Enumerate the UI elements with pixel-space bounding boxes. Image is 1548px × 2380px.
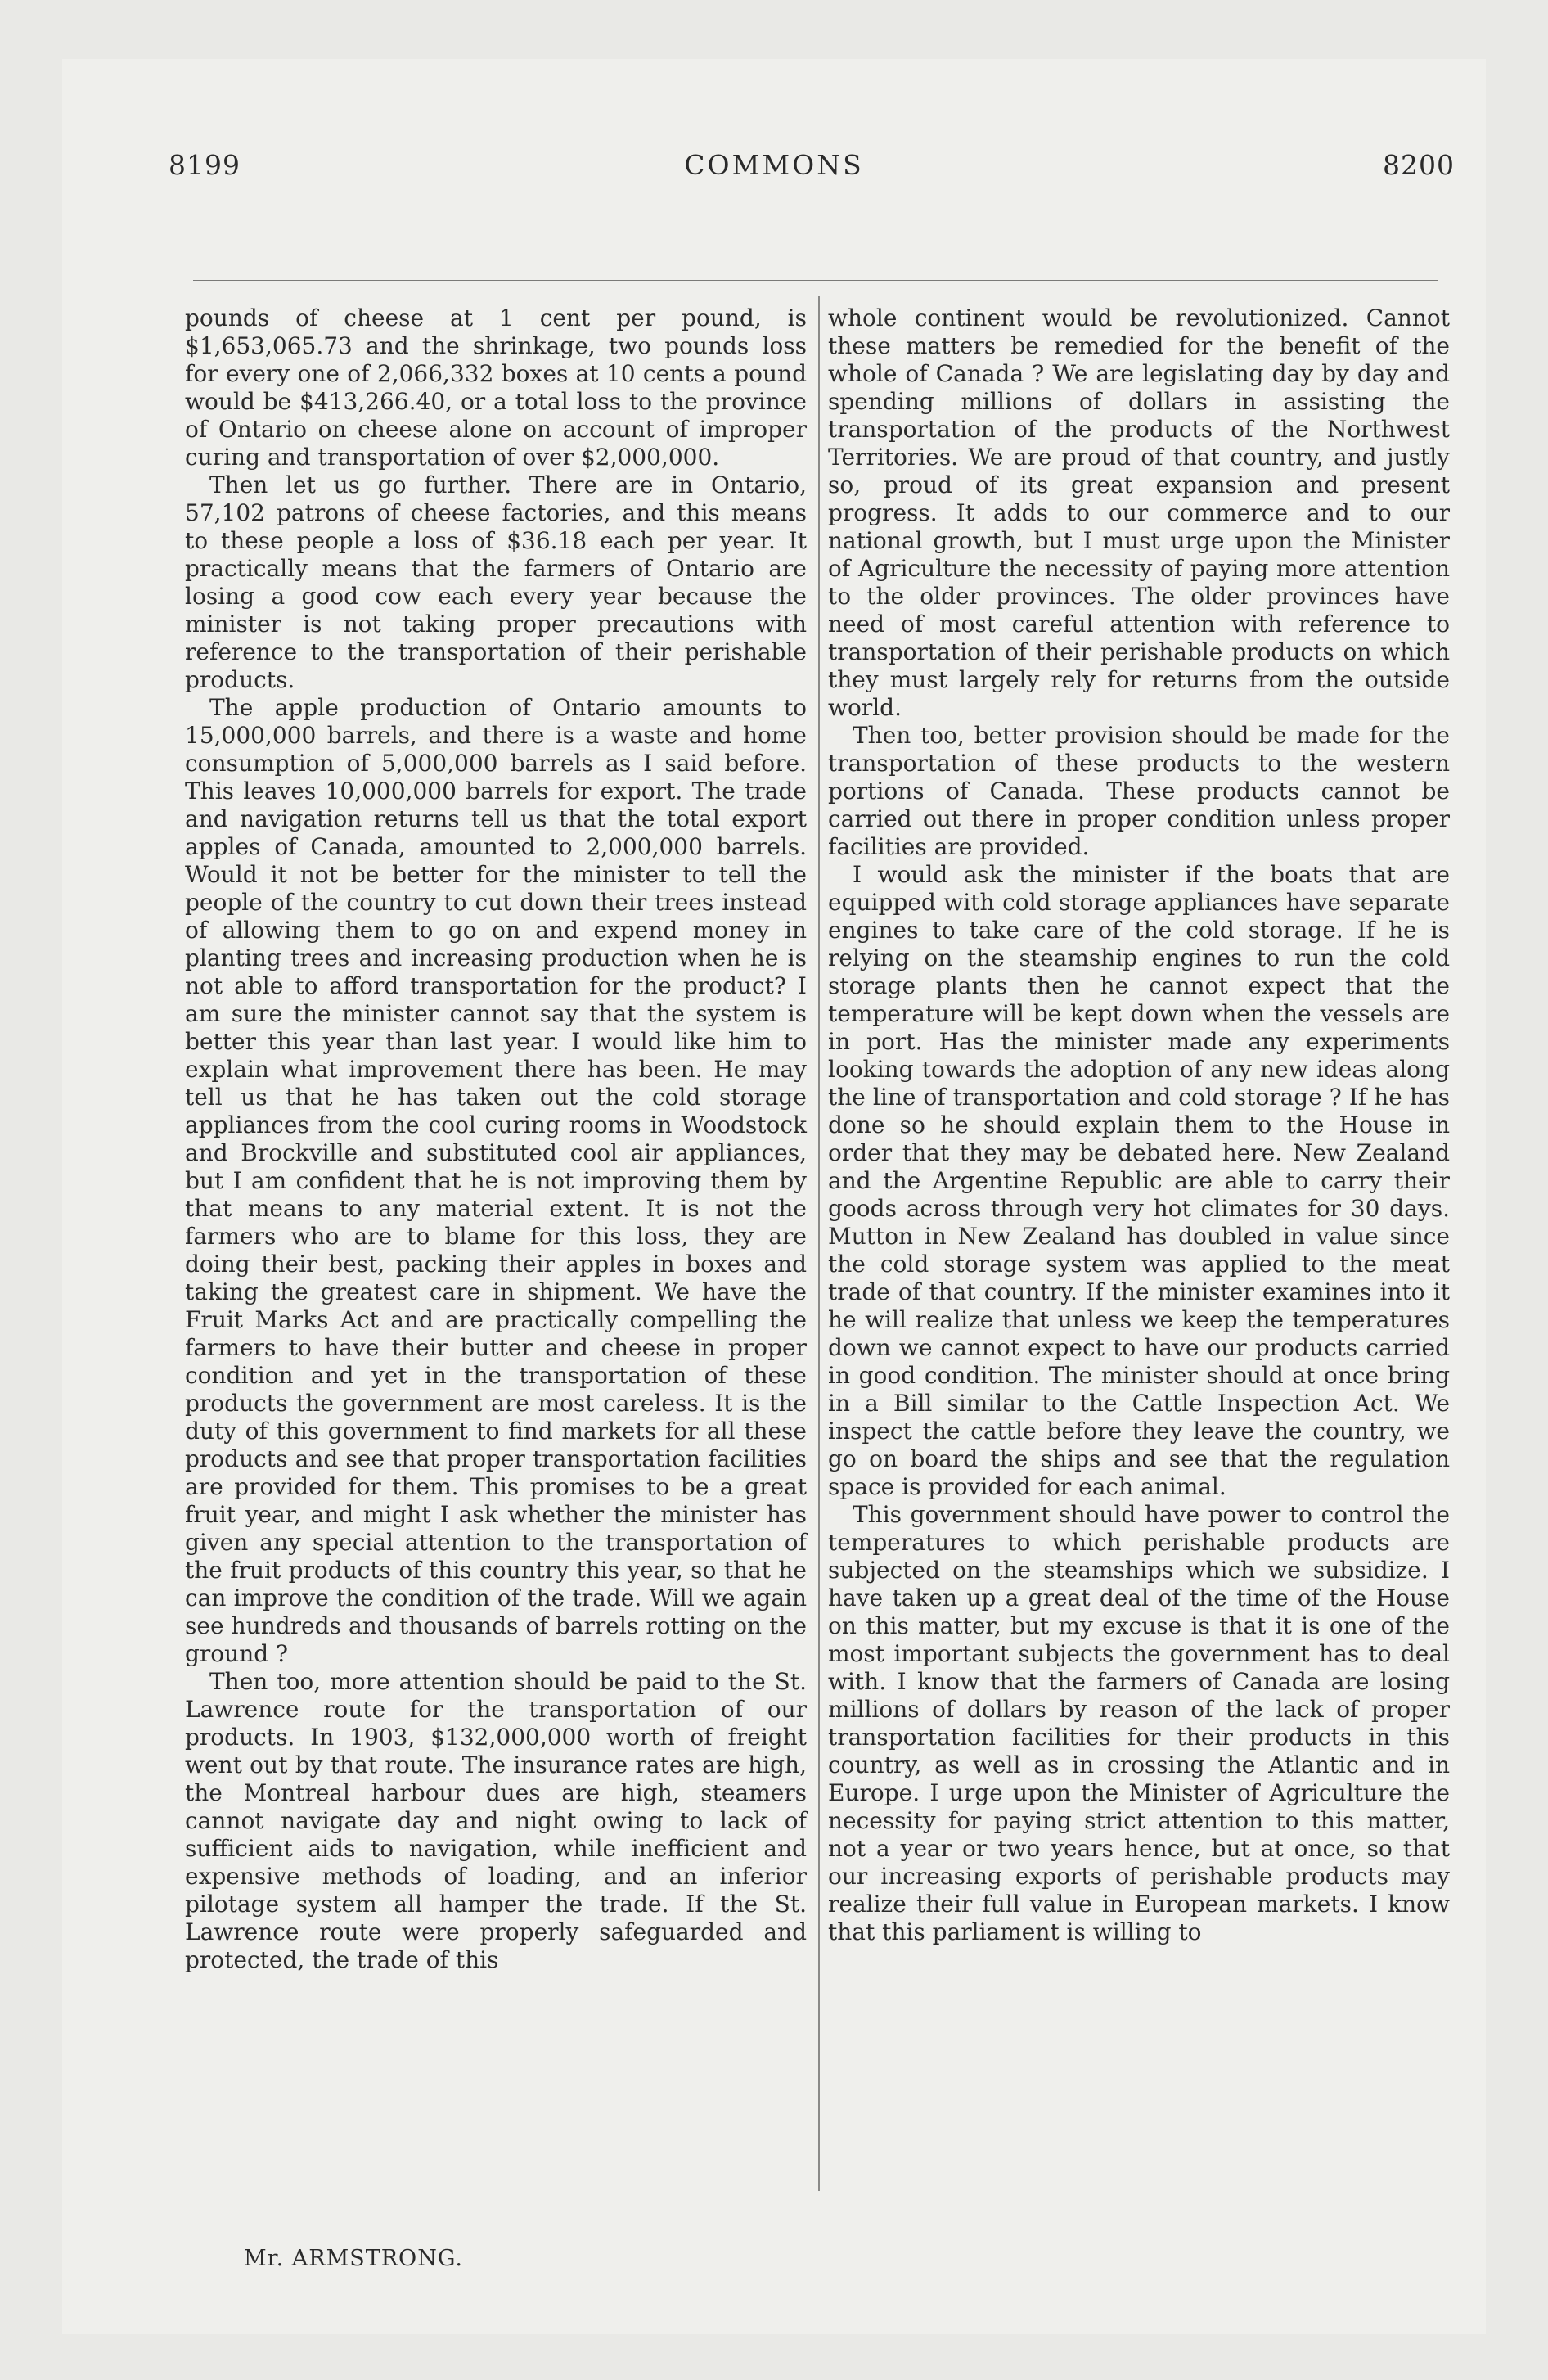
paragraph: pounds of cheese at 1 cent per pound, is $1,653,065.73 and the shrinkage, two pounds loss for every one of 2,066,332 boxes at 10 cents a pound would be $413,266.40, or a total loss to the province of Ontario on cheese alone on account of improper curing and transportation of over $2,000,000.: [185, 304, 807, 471]
paragraph: Then let us go further. There are in Ontario, 57,102 patrons of cheese factories, and this means to these people a loss of $36.18 each per year. It practically means that the farmers of Ontario are losing a good cow each every year because the minister is not taking proper precautions with reference to the transportation of their perishable products.: [185, 471, 807, 693]
speaker-signature: Mr. ARMSTRONG.: [244, 2246, 464, 2271]
page-number-left: 8199: [169, 149, 241, 181]
header-rule: [193, 280, 1438, 282]
document-page: [62, 59, 1486, 2334]
paragraph: Then too, more attention should be paid to the St. Lawrence route for the transportation of our products. In 1903, $132,000,000 worth of freight went out by that route. The insurance rates are high, the Montreal harbour dues are high, steamers cannot navigate day and night owing to lack of sufficient aids to navigation, while inefficient and expensive methods of loading, and an inferior pilotage system all hamper the trade. If the St. Lawrence route were properly safeguarded and protected, the trade of this: [185, 1668, 807, 1973]
right-column: [828, 304, 1450, 1946]
paragraph: Then too, better provision should be made for the transportation of these products to the western portions of Canada. These products cannot be carried out there in proper condition unless proper facilities are provided.: [828, 722, 1450, 860]
left-column: [185, 304, 807, 1974]
paragraph: whole continent would be revolutionized. Cannot these matters be remedied for the benefit of the whole of Canada ? We are legislating day by day and spending millions of dollars in assisting the transportation of the products of the Northwest Territories. We are proud of that country, and justly so, proud of its great expansion and present progress. It adds to our commerce and to our national growth, but I must urge upon the Minister of Agriculture the necessity of paying more attention to the older provinces. The older provinces have need of most careful attention with reference to transportation of their perishable products on which they must largely rely for returns from the outside world.: [828, 304, 1450, 721]
paragraph: This government should have power to control the temperatures to which perishable products are subjected on the steamships which we subsidize. I have taken up a great deal of the time of the House on this matter, but my excuse is that it is one of the most important subjects the government has to deal with. I know that the farmers of Canada are losing millions of dollars by reason of the lack of proper transportation facilities for their products in this country, as well as in crossing the Atlantic and in Europe. I urge upon the Minister of Agriculture the necessity for paying strict attention to this matter, not a year or two years hence, but at once, so that our increasing exports of perishable products may realize their full value in European markets. I know that this parliament is willing to: [828, 1501, 1450, 1945]
paragraph: The apple production of Ontario amounts to 15,000,000 barrels, and there is a waste and home consumption of 5,000,000 barrels as I said before. This leaves 10,000,000 barrels for export. The trade and navigation returns tell us that the total export apples of Canada, amounted to 2,000,000 barrels. Would it not be better for the minister to tell the people of the country to cut down their trees instead of allowing them to go on and expend money in planting trees and increasing production when he is not able to afford transportation for the product? I am sure the minister cannot say that the system is better this year than last year. I would like him to explain what improvement there has been. He may tell us that he has taken out the cold storage appliances from the cool curing rooms in Woodstock and Brockville and substituted cool air appliances, but I am confident that he is not improving them by that means to any material extent. It is not the farmers who are to blame for this loss, they are doing their best, packing their apples in boxes and taking the greatest care in shipment. We have the Fruit Marks Act and are practically compelling the farmers to have their butter and cheese in proper condition and yet in the transportation of these products the government are most careless. It is the duty of this government to find markets for all these products and see that proper transportation facilities are provided for them. This promises to be a great fruit year, and might I ask whether the minister has given any special attention to the transportation of the fruit products of this country this year, so that he can improve the condition of the trade. Will we again see hundreds and thousands of barrels rotting on the ground ?: [185, 694, 807, 1667]
paragraph: I would ask the minister if the boats that are equipped with cold storage appliances have separate engines to take care of the cold storage. If he is relying on the steamship engines to run the cold storage plants then he cannot expect that the temperature will be kept down when the vessels are in port. Has the minister made any experiments looking towards the adoption of any new ideas along the line of transportation and cold storage ? If he has done so he should explain them to the House in order that they may be debated here. New Zealand and the Argentine Republic are able to carry their goods across through very hot climates for 30 days. Mutton in New Zealand has doubled in value since the cold storage system was applied to the meat trade of that country. If the minister examines into it he will realize that unless we keep the temperatures down we cannot expect to have our products carried in good condition. The minister should at once bring in a Bill similar to the Cattle Inspection Act. We inspect the cattle before they leave the country, we go on board the ships and see that the regulation space is provided for each animal.: [828, 861, 1450, 1500]
running-head: COMMONS: [684, 149, 864, 181]
column-divider: [818, 296, 820, 2191]
page-number-right: 8200: [1383, 149, 1455, 181]
page-header: [62, 149, 1486, 206]
